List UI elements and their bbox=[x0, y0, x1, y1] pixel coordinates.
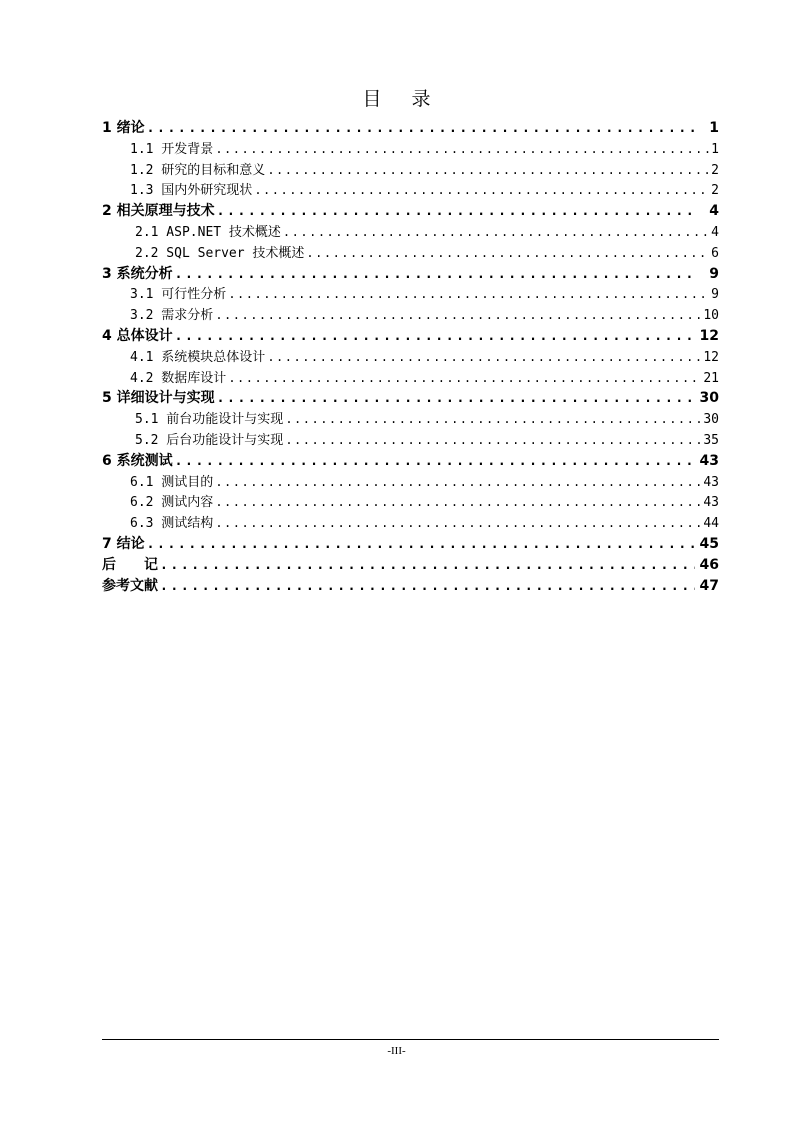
toc-leader-dots bbox=[215, 139, 709, 160]
toc-leader-dots bbox=[267, 160, 709, 181]
toc-entry-page: 30 bbox=[703, 412, 719, 428]
toc-leader-dots bbox=[160, 577, 695, 597]
toc-entry-label: 3.2 需求分析 bbox=[130, 308, 214, 324]
toc-entry-label: 后 记 bbox=[102, 556, 158, 573]
toc-entry-label: 2.2 SQL Server 技术概述 bbox=[135, 245, 305, 261]
toc-leader-dots bbox=[175, 452, 695, 472]
toc-entry-page: 6 bbox=[711, 245, 719, 261]
toc-entry-page: 45 bbox=[699, 535, 719, 552]
toc-leader-dots bbox=[283, 222, 709, 243]
toc-entry-page: 1 bbox=[711, 141, 719, 157]
toc-chapter-entry[interactable] bbox=[102, 326, 719, 347]
toc-section-entry[interactable] bbox=[102, 430, 719, 451]
toc-chapter-entry[interactable] bbox=[102, 534, 719, 555]
toc-chapter-entry[interactable] bbox=[102, 118, 719, 139]
toc-leader-dots bbox=[147, 535, 695, 555]
toc-entry-page: 1 bbox=[709, 120, 719, 136]
toc-entry-page: 21 bbox=[703, 370, 719, 386]
toc-leader-dots bbox=[147, 119, 695, 139]
toc-leader-dots bbox=[215, 472, 701, 493]
toc-title: 目 录 bbox=[362, 88, 443, 110]
toc-section-entry[interactable] bbox=[102, 180, 719, 201]
toc-entry-page: 10 bbox=[703, 308, 719, 324]
toc-entry-page: 47 bbox=[699, 577, 719, 594]
toc-entry-page: 35 bbox=[703, 432, 719, 448]
toc-leader-dots bbox=[285, 430, 701, 451]
toc-entry-label: 4.2 数据库设计 bbox=[130, 370, 227, 386]
toc-section-entry[interactable] bbox=[102, 513, 719, 534]
toc-leader-dots bbox=[175, 327, 695, 347]
toc-entry-label: 6 系统测试 bbox=[102, 452, 173, 469]
toc-section-entry[interactable] bbox=[102, 243, 719, 264]
toc-entry-label: 6.1 测试目的 bbox=[130, 474, 214, 490]
toc-leader-dots bbox=[285, 409, 701, 430]
toc-entry-label: 4 总体设计 bbox=[102, 327, 173, 344]
toc-section-entry[interactable] bbox=[102, 472, 719, 493]
toc-leader-dots bbox=[215, 492, 701, 513]
toc-entry-page: 12 bbox=[699, 327, 719, 344]
toc-section-entry[interactable] bbox=[102, 492, 719, 513]
toc-section-entry[interactable] bbox=[102, 368, 719, 389]
toc-leader-dots bbox=[215, 305, 701, 326]
toc-leader-dots bbox=[215, 513, 701, 534]
toc-leader-dots bbox=[160, 556, 695, 576]
toc-entry-page: 46 bbox=[699, 556, 719, 573]
toc-entry-label: 1 绪论 bbox=[102, 120, 145, 136]
toc-leader-dots bbox=[306, 243, 709, 264]
toc-entry-label: 1.1 开发背景 bbox=[130, 141, 214, 157]
toc-entry-page: 44 bbox=[703, 516, 719, 532]
toc-entry-label: 5.2 后台功能设计与实现 bbox=[135, 432, 284, 448]
toc-chapter-entry[interactable] bbox=[102, 451, 719, 472]
toc-entry-page: 9 bbox=[711, 287, 719, 303]
toc-section-entry[interactable] bbox=[102, 305, 719, 326]
toc-chapter-entry[interactable] bbox=[102, 576, 719, 597]
toc-entry-label: 3.1 可行性分析 bbox=[130, 287, 227, 303]
toc-entry-label: 4.1 系统模块总体设计 bbox=[130, 349, 266, 365]
footer-page-number: -III- bbox=[387, 1045, 406, 1057]
toc-entry-label: 3 系统分析 bbox=[102, 265, 173, 282]
toc-entry-label: 5.1 前台功能设计与实现 bbox=[135, 412, 284, 428]
toc-section-entry[interactable] bbox=[102, 139, 719, 160]
toc-entry-page: 4 bbox=[709, 203, 719, 220]
toc-entry-label: 2.1 ASP.NET 技术概述 bbox=[135, 224, 281, 240]
toc-leader-dots bbox=[254, 180, 709, 201]
toc-entry-label: 7 结论 bbox=[102, 535, 145, 552]
toc-chapter-entry[interactable] bbox=[102, 555, 719, 576]
toc-entry-label: 2 相关原理与技术 bbox=[102, 203, 215, 220]
toc-entry-page: 43 bbox=[703, 474, 719, 490]
toc-entry-label: 1.3 国内外研究现状 bbox=[130, 183, 253, 199]
toc-entry-label: 6.3 测试结构 bbox=[130, 516, 214, 532]
toc-leader-dots bbox=[217, 202, 695, 222]
toc-entry-label: 5 详细设计与实现 bbox=[102, 390, 215, 407]
toc-entry-page: 2 bbox=[711, 183, 719, 199]
toc-entry-label: 1.2 研究的目标和意义 bbox=[130, 162, 266, 178]
table-of-contents bbox=[102, 118, 719, 596]
toc-leader-dots bbox=[228, 284, 709, 305]
toc-chapter-entry[interactable] bbox=[102, 201, 719, 222]
toc-entry-label: 参考文献 bbox=[102, 577, 158, 594]
toc-section-entry[interactable] bbox=[102, 284, 719, 305]
toc-entry-page: 30 bbox=[699, 390, 719, 407]
toc-leader-dots bbox=[175, 265, 695, 285]
toc-entry-label: 6.2 测试内容 bbox=[130, 495, 214, 511]
toc-entry-page: 9 bbox=[709, 265, 719, 282]
toc-section-entry[interactable] bbox=[102, 409, 719, 430]
toc-section-entry[interactable] bbox=[102, 222, 719, 243]
toc-entry-page: 2 bbox=[711, 162, 719, 178]
footer-divider bbox=[102, 1039, 719, 1040]
toc-chapter-entry[interactable] bbox=[102, 264, 719, 285]
toc-entry-page: 43 bbox=[703, 495, 719, 511]
toc-entry-page: 43 bbox=[699, 452, 719, 469]
toc-leader-dots bbox=[217, 389, 695, 409]
toc-section-entry[interactable] bbox=[102, 347, 719, 368]
toc-entry-page: 12 bbox=[703, 349, 719, 365]
toc-entry-page: 4 bbox=[711, 224, 719, 240]
toc-chapter-entry[interactable] bbox=[102, 388, 719, 409]
toc-leader-dots bbox=[228, 368, 701, 389]
toc-section-entry[interactable] bbox=[102, 160, 719, 181]
toc-leader-dots bbox=[267, 347, 701, 368]
